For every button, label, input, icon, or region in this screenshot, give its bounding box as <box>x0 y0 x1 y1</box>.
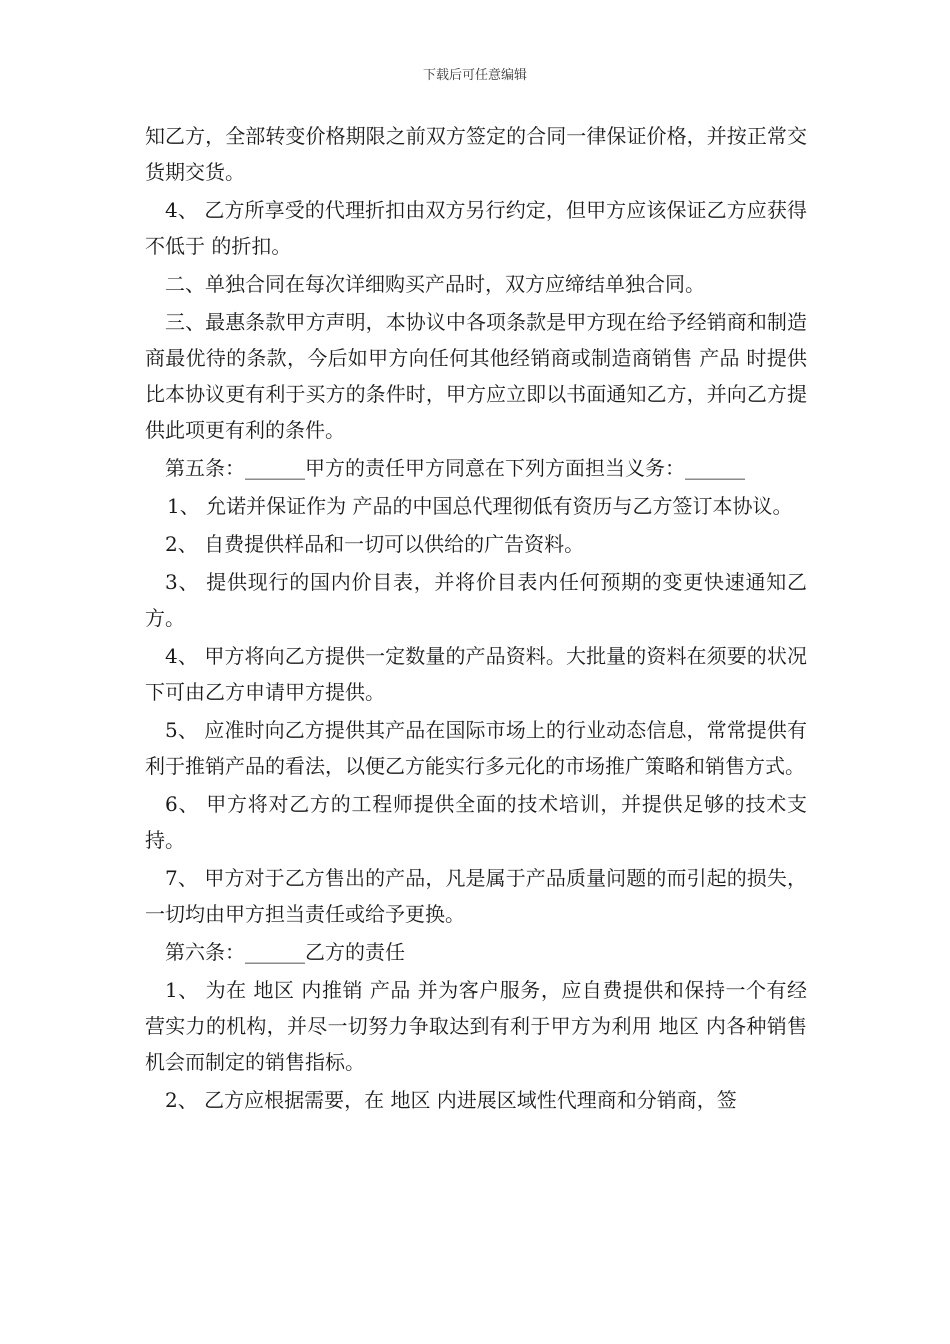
article-6-heading: 第六条：______乙方的责任 <box>165 940 405 964</box>
article-6-item-2: 2、 乙方应根据需要，在 地区 内进展区域性代理商和分销商，签 <box>165 1088 737 1112</box>
article-5-item-5: 5、 应准时向乙方提供其产品在国际市场上的行业动态信息，常常提供有利于推销产品的看法，以便乙方能实行多元化的市场推广策略和销售方式。 <box>145 718 807 778</box>
article-5-item-7: 7、 甲方对于乙方售出的产品，凡是属于产品质量问题的而引起的损失，一切均由甲方担当责任或给予更换。 <box>145 866 807 926</box>
page-header: 下载后可任意编辑 <box>422 68 527 83</box>
article-5-item-2: 2、 自费提供样品和一切可以供给的广告资料。 <box>165 532 585 556</box>
paragraph-2: 4、 乙方所享受的代理折扣由双方另行约定，但甲方应该保证乙方应获得不低于 的折扣。 <box>145 198 807 258</box>
paragraph-1: 知乙方，全部转变价格期限之前双方签定的合同一律保证价格，并按正常交货期交货。 <box>145 124 807 184</box>
article-5-item-1: 1、 允诺并保证作为 产品的中国总代理彻低有资历与乙方签订本协议。 <box>167 494 793 518</box>
paragraph-3: 二、单独合同在每次详细购买产品时，双方应缔结单独合同。 <box>165 272 705 296</box>
article-5-item-6: 6、 甲方将对乙方的工程师提供全面的技术培训，并提供足够的技术支持。 <box>145 792 807 852</box>
document-body <box>145 118 807 1120</box>
paragraph-4: 三、最惠条款甲方声明，本协议中各项条款是甲方现在给予经销商和制造商最优待的条款，今后如甲方向任何其他经销商或制造商销售 产品 时提供比本协议更有利于买方的条件时，甲方应立即以书面通知乙方，并向乙方提供此项更有利的条件。 <box>145 310 807 442</box>
article-5-heading: 第五条：______甲方的责任甲方同意在下列方面担当义务：______ <box>165 456 745 480</box>
article-5-item-4: 4、 甲方将向乙方提供一定数量的产品资料。大批量的资料在须要的状况下可由乙方申请甲方提供。 <box>145 644 807 704</box>
article-6-item-1: 1、 为在 地区 内推销 产品 并为客户服务，应自费提供和保持一个有经营实力的机构，并尽一切努力争取达到有利于甲方为利用 地区 内各种销售机会而制定的销售指标。 <box>145 978 807 1074</box>
article-5-item-3: 3、 提供现行的国内价目表，并将价目表内任何预期的变更快速通知乙方。 <box>145 570 807 630</box>
